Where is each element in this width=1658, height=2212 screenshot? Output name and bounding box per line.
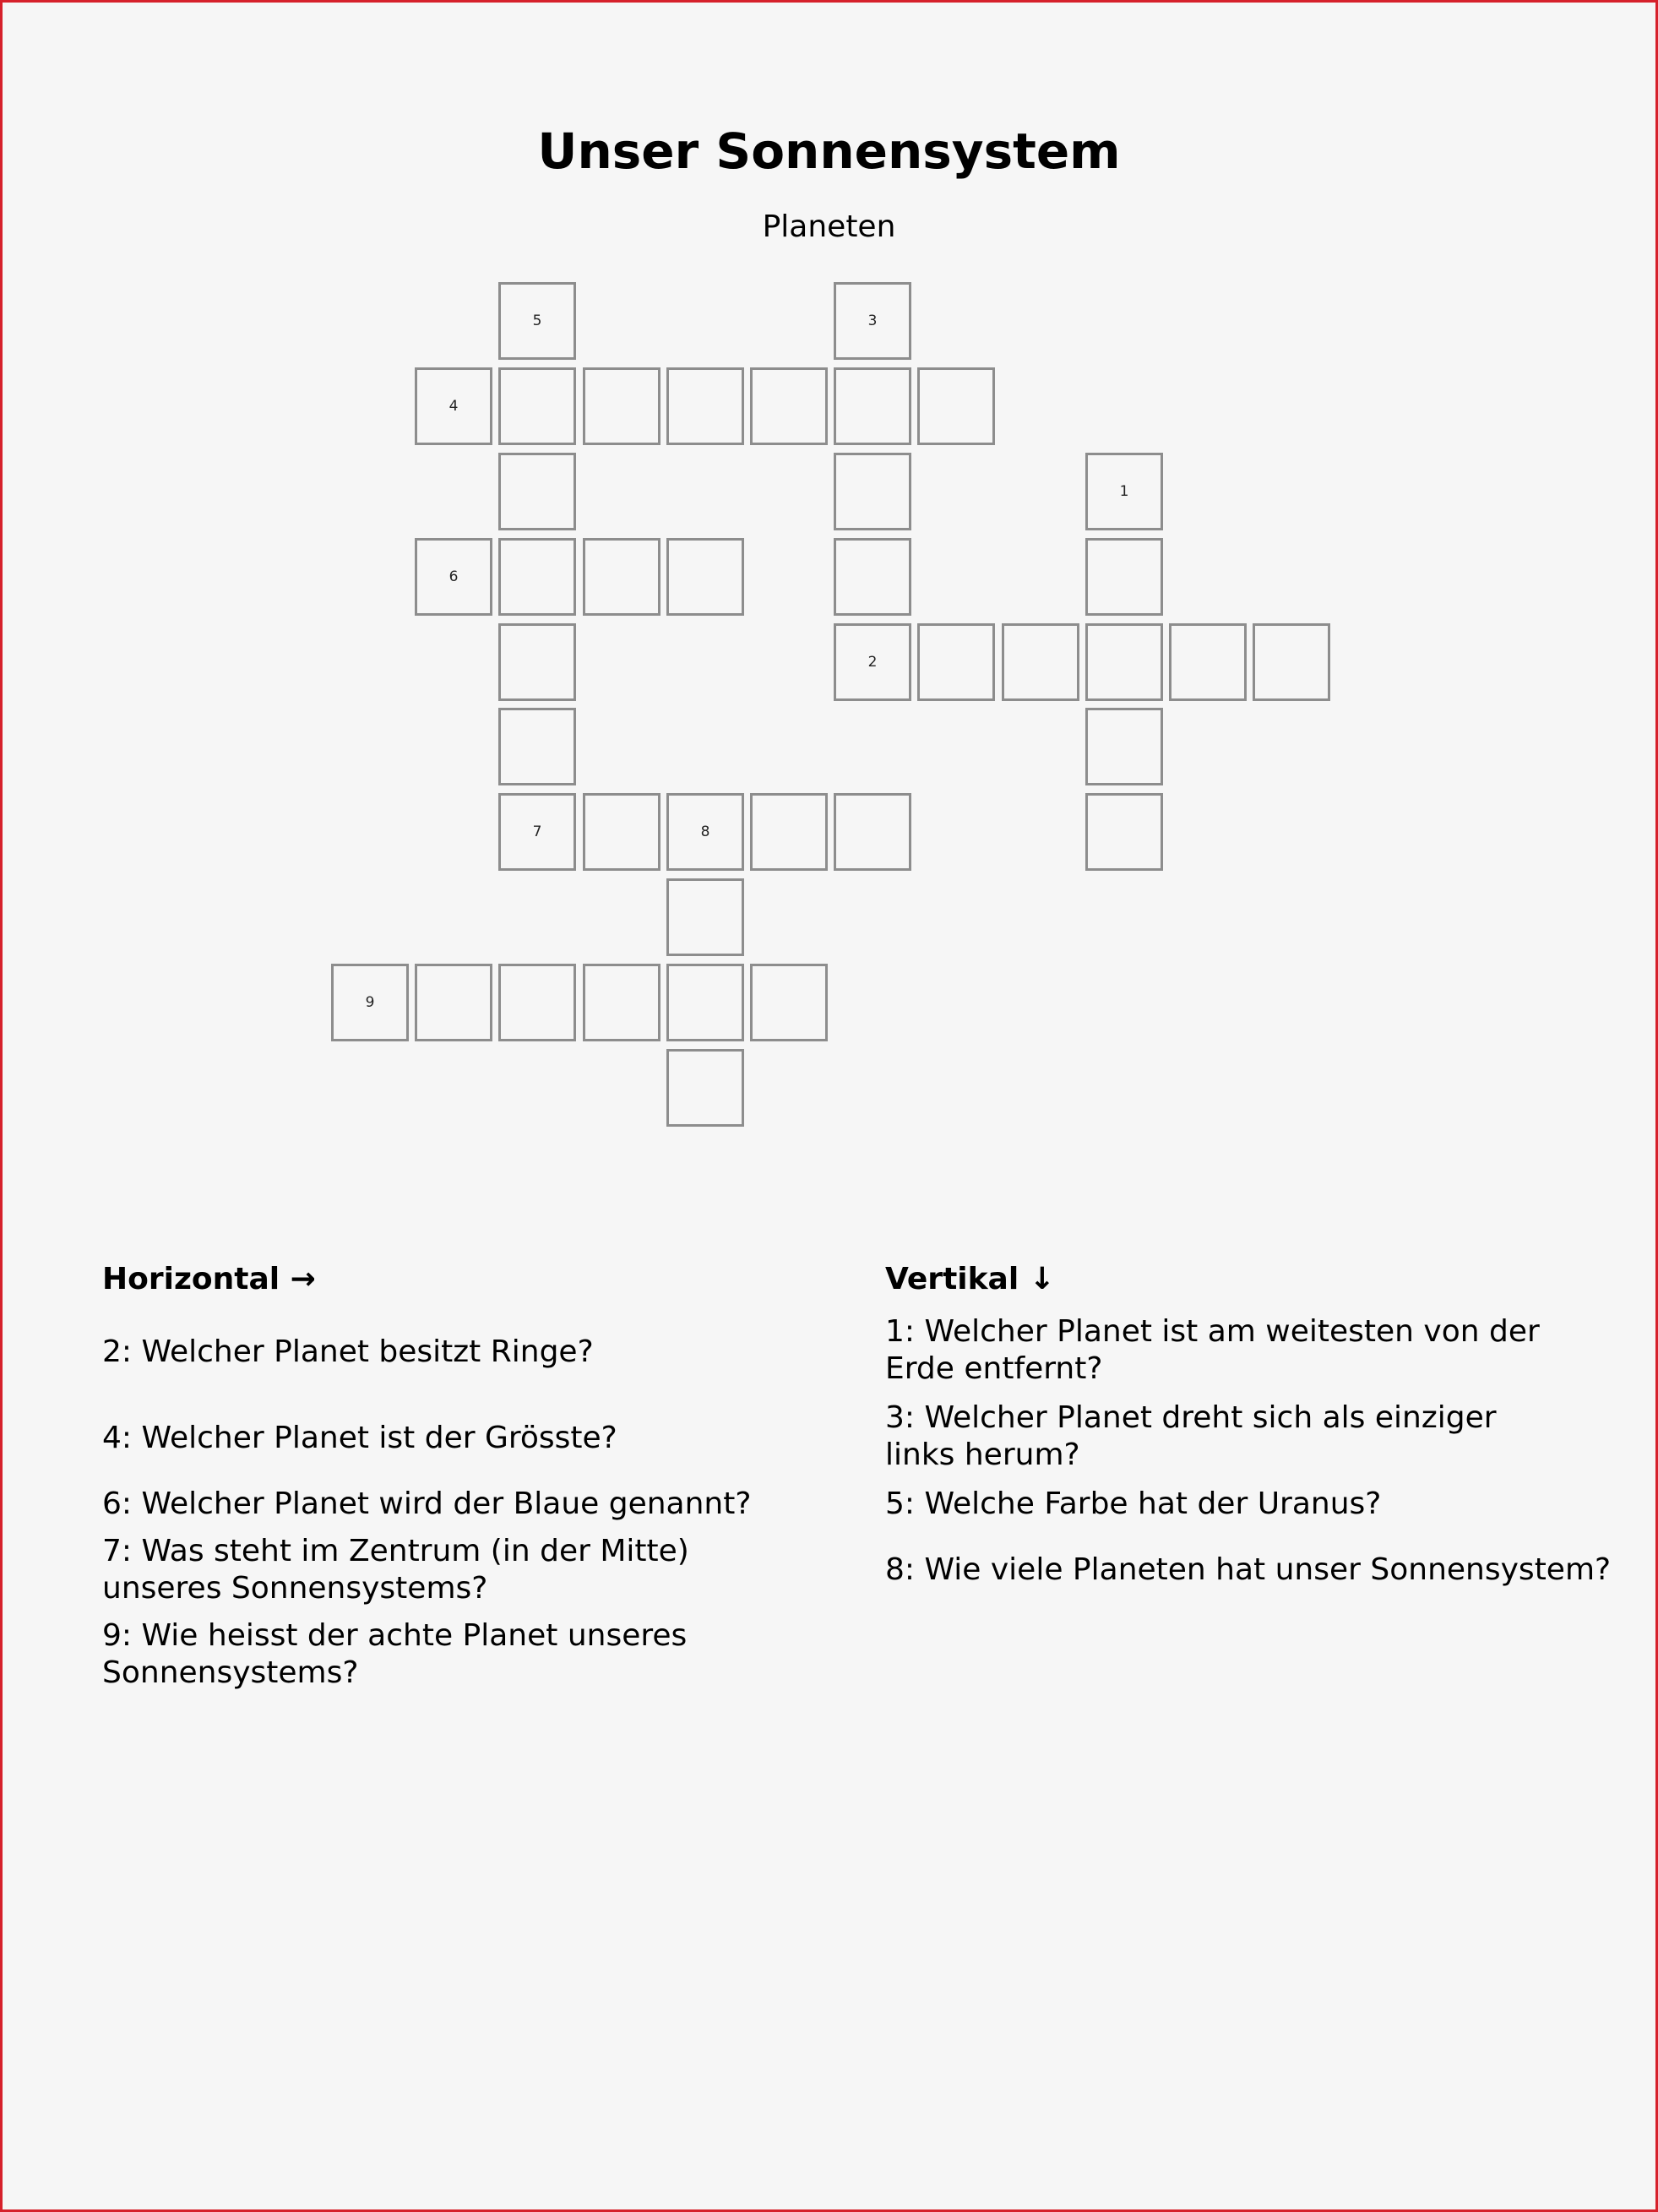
crossword-cell[interactable]	[583, 964, 660, 1041]
crossword-cell[interactable]	[1085, 708, 1163, 785]
clue-number: 6	[448, 568, 459, 585]
crossword-cell[interactable]	[583, 367, 660, 445]
clue-number: 4	[448, 398, 459, 415]
clue-number: 8	[700, 823, 710, 840]
crossword-cell[interactable]	[1085, 793, 1163, 871]
crossword-grid	[3, 3, 1658, 1185]
crossword-cell[interactable]	[1002, 623, 1079, 701]
crossword-cell[interactable]	[666, 878, 744, 956]
crossword-cell[interactable]	[917, 623, 995, 701]
crossword-cell[interactable]	[750, 367, 828, 445]
crossword-cell[interactable]	[583, 538, 660, 616]
crossword-cell-3[interactable]	[834, 282, 911, 360]
crossword-cell[interactable]	[834, 538, 911, 616]
clue-down-3: 3: Welcher Planet dreht sich als einziger links herum?	[885, 1400, 1497, 1472]
crossword-cell[interactable]	[834, 367, 911, 445]
vertical-heading: Vertikal ↓	[885, 1262, 1055, 1296]
crossword-cell[interactable]	[498, 453, 576, 530]
clue-number: 7	[532, 823, 542, 840]
crossword-cell[interactable]	[666, 367, 744, 445]
crossword-cell-7[interactable]	[498, 793, 576, 871]
clue-across-4: 4: Welcher Planet ist der Grösste?	[102, 1421, 617, 1455]
crossword-cell[interactable]	[666, 1049, 744, 1127]
crossword-cell[interactable]	[834, 793, 911, 871]
horizontal-clues	[102, 1259, 879, 1690]
crossword-cell[interactable]	[498, 367, 576, 445]
crossword-cell[interactable]	[1169, 623, 1247, 701]
crossword-cell[interactable]	[498, 623, 576, 701]
crossword-cell[interactable]	[498, 708, 576, 785]
clue-down-1: 1: Welcher Planet ist am weitesten von der Erde entfernt?	[885, 1314, 1540, 1386]
crossword-cell[interactable]	[750, 964, 828, 1041]
crossword-cell-5[interactable]	[498, 282, 576, 360]
crossword-cell-1[interactable]	[1085, 453, 1163, 530]
crossword-cell[interactable]	[666, 964, 744, 1041]
crossword-cell[interactable]	[1253, 623, 1330, 701]
clue-across-2: 2: Welcher Planet besitzt Ringe?	[102, 1334, 594, 1369]
clue-down-5: 5: Welche Farbe hat der Uranus?	[885, 1486, 1382, 1521]
horizontal-heading: Horizontal →	[102, 1262, 316, 1296]
crossword-cell-4[interactable]	[415, 367, 492, 445]
clue-number: 5	[532, 313, 542, 329]
crossword-cell[interactable]	[834, 453, 911, 530]
clue-number: 9	[365, 994, 375, 1011]
crossword-cell[interactable]	[1085, 623, 1163, 701]
crossword-cell-9[interactable]	[331, 964, 409, 1041]
clue-down-8: 8: Wie viele Planeten hat unser Sonnensystem?	[885, 1552, 1612, 1587]
crossword-cell-2[interactable]	[834, 623, 911, 701]
crossword-cell[interactable]	[583, 793, 660, 871]
crossword-cell[interactable]	[498, 538, 576, 616]
crossword-cell[interactable]	[415, 964, 492, 1041]
page-subtitle: Planeten	[762, 209, 896, 244]
vertical-clues	[885, 1259, 1612, 1587]
clue-across-7: 7: Was steht im Zentrum (in der Mitte) unseres Sonnensystems?	[102, 1534, 689, 1606]
crossword-cell[interactable]	[750, 793, 828, 871]
crossword-cell-8[interactable]	[666, 793, 744, 871]
clue-number: 1	[1119, 483, 1129, 500]
crossword-cell[interactable]	[666, 538, 744, 616]
crossword-cell[interactable]	[498, 964, 576, 1041]
page-title: Unser Sonnensystem	[537, 122, 1121, 180]
crossword-cell[interactable]	[917, 367, 995, 445]
crossword-cell-6[interactable]	[415, 538, 492, 616]
clue-number: 3	[867, 313, 878, 329]
clue-number: 2	[867, 654, 878, 671]
crossword-cell[interactable]	[1085, 538, 1163, 616]
clue-across-9: 9: Wie heisst der achte Planet unseres Sonnensystems?	[102, 1618, 688, 1690]
clue-across-6: 6: Welcher Planet wird der Blaue genannt?	[102, 1486, 752, 1521]
